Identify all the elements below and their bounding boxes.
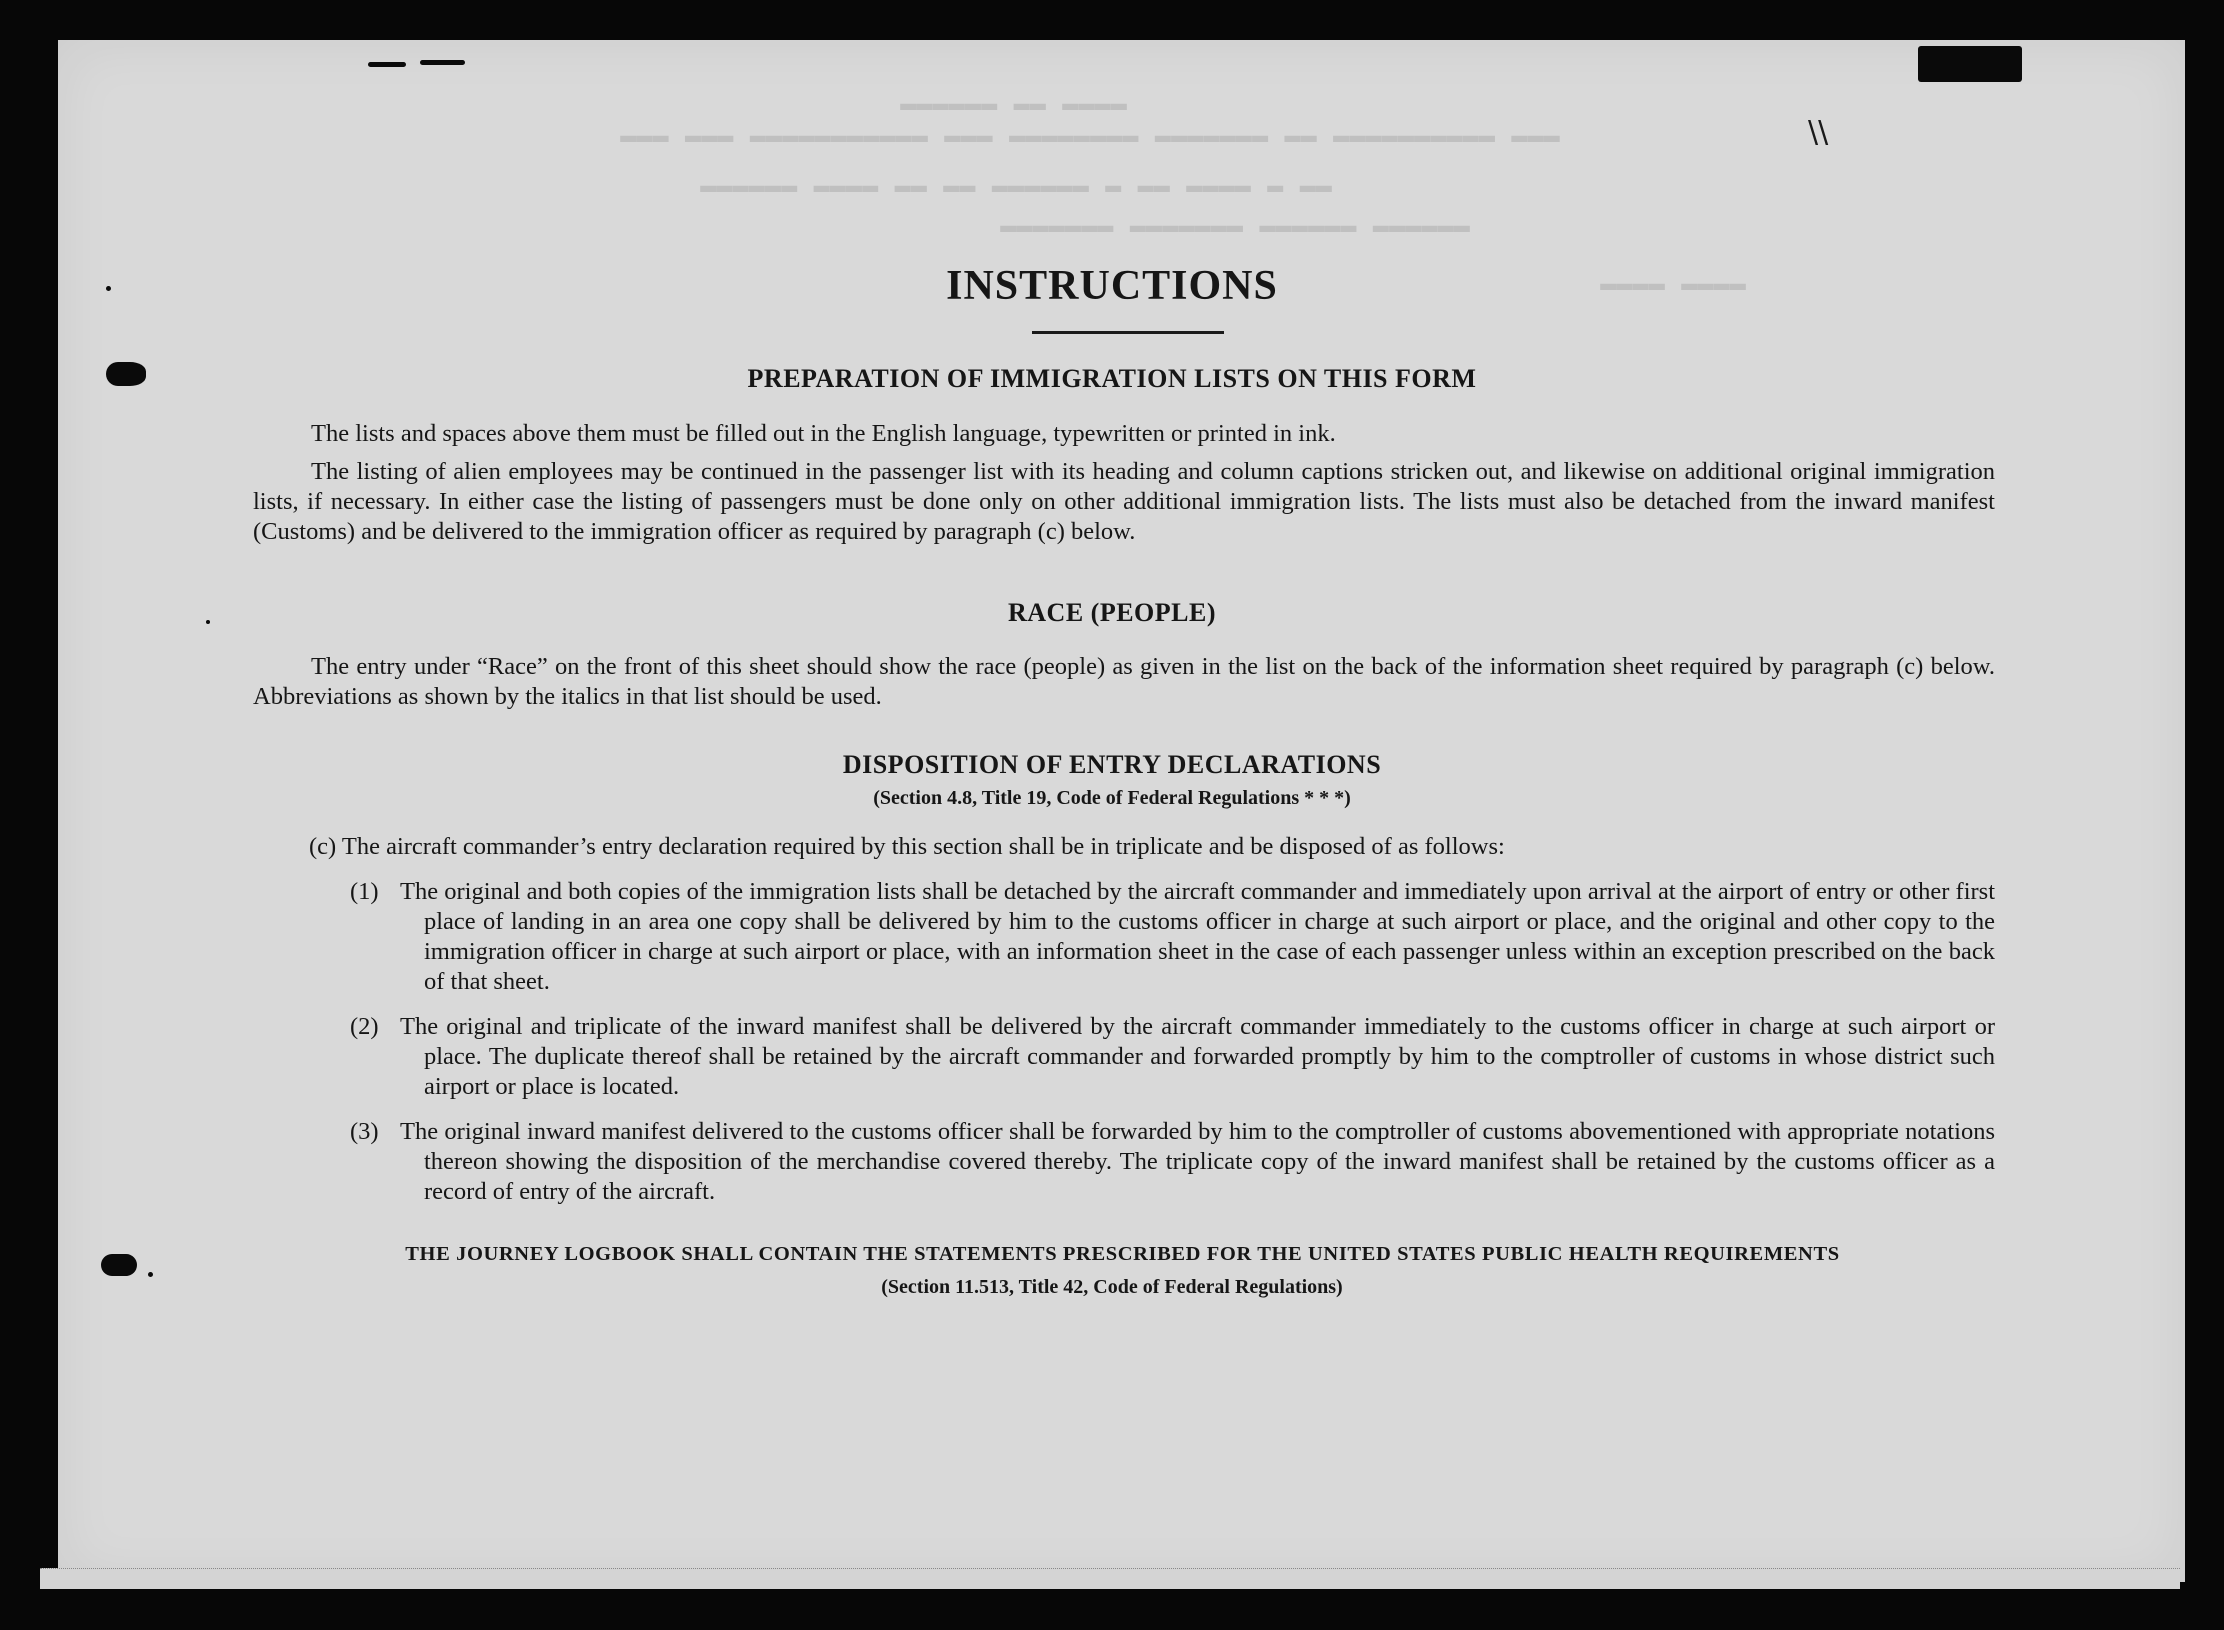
disposition-item: [350, 877, 1995, 997]
preparation-paragraph-2: [253, 457, 1995, 547]
bleed-through-line: ▬▬▬ ▬▬▬▬▬▬▬▬▬▬ ▬▬ ▬▬▬▬▬▬▬ ▬▬▬▬▬▬▬▬ ▬▬▬ ▬▬▬▬▬▬▬▬▬▬▬ ▬▬▬ ▬▬▬: [620, 122, 1560, 152]
page-title: INSTRUCTIONS: [946, 263, 1278, 309]
bleed-through-line: ▬▬▬▬▬▬ ▬▬▬▬▬▬ ▬▬▬▬▬▬▬ ▬▬▬▬▬▬▬: [1000, 212, 1470, 242]
race-paragraph: [253, 652, 1995, 712]
disposition-intro: (c) The aircraft commander’s entry declaration required by this section shall be in triplicate and be disposed of as follows:: [309, 833, 1505, 860]
item-number: (1): [350, 878, 379, 905]
sheet-bottom-edge: [40, 1568, 2180, 1589]
disposition-item: [350, 1117, 1995, 1207]
disposition-citation: (Section 4.8, Title 19, Code of Federal Regulations * * *): [873, 787, 1351, 809]
bleed-through-line: ▬▬▬▬ ▬▬▬▬: [1600, 270, 1746, 300]
preparation-paragraph-1: [253, 419, 1995, 449]
title-divider: [1032, 331, 1224, 334]
item-text: The original inward manifest delivered to the customs officer shall be forwarded by him to the comptroller of customs abovementioned with appropriate notations thereon showing the disposition of the merchandise covered thereby. The triplicate copy of the inward manifest shall be retained by the customs officer as a record of entry of the aircraft.: [400, 1118, 1995, 1205]
race-paragraph-text: The entry under “Race” on the front of this sheet should show the race (people) as given in the list on the back of the information sheet required by paragraph (c) below. Abbreviations as shown by the italics in that list should be used.: [253, 653, 1995, 710]
scan-mark: [420, 60, 465, 65]
race-heading: RACE (PEOPLE): [1008, 598, 1216, 627]
preparation-paragraph-2-text: The listing of alien employees may be continued in the passenger list with its heading and column captions stricken out, and likewise on additional original immigration lists, if necessary. In either case the listing of passengers must be done only on other additional immigration lists. The lists must also be detached from the inward manifest (Customs) and be delivered to the immigration officer as required by paragraph (c) below.: [253, 458, 1995, 545]
bleed-through-line: ▬▬ ▬ ▬▬▬▬ ▬▬ ▬ ▬▬▬▬▬▬ ▬▬ ▬▬ ▬▬▬▬ ▬▬▬▬▬▬: [700, 172, 1332, 202]
disposition-item: [350, 1012, 1995, 1102]
footer-citation: (Section 11.513, Title 42, Code of Federal Regulations): [881, 1276, 1343, 1298]
item-text: The original and triplicate of the inward manifest shall be delivered by the aircraft commander immediately to the customs officer in charge at such airport or place. The duplicate thereof shall be retained by the aircraft commander and forwarded promptly by him to the comptroller of customs in whose district such airport or place is located.: [400, 1013, 1995, 1100]
item-number: (3): [350, 1118, 379, 1145]
footer-statement: THE JOURNEY LOGBOOK SHALL CONTAIN THE STATEMENTS PRESCRIBED FOR THE UNITED STATES PUBLIC HEALTH REQUIREMENTS: [405, 1243, 1840, 1265]
scan-mark: [368, 62, 406, 67]
scan-mark: [1918, 46, 2022, 82]
hole-punch-mark: [101, 1254, 137, 1276]
preparation-heading: PREPARATION OF IMMIGRATION LISTS ON THIS FORM: [747, 364, 1477, 393]
handwritten-mark: \\: [1808, 115, 1829, 150]
item-number: (2): [350, 1013, 379, 1040]
disposition-heading: DISPOSITION OF ENTRY DECLARATIONS: [842, 750, 1382, 779]
item-text: The original and both copies of the immigration lists shall be detached by the aircraft commander and immediately upon arrival at the airport of entry or other first place of landing in an area one copy shall be delivered by him to the customs officer in charge at such airport or place, and the original and other copy to the immigration officer in charge at such airport or place, with an information sheet in the case of each passenger unless within an exception prescribed on the back of that sheet.: [400, 878, 1995, 995]
preparation-paragraph-1-text: The lists and spaces above them must be filled out in the English language, typewritten or printed in ink.: [311, 420, 1336, 447]
bleed-through-line: ▬▬▬▬ ▬▬ ▬▬▬▬▬▬: [900, 90, 1127, 120]
